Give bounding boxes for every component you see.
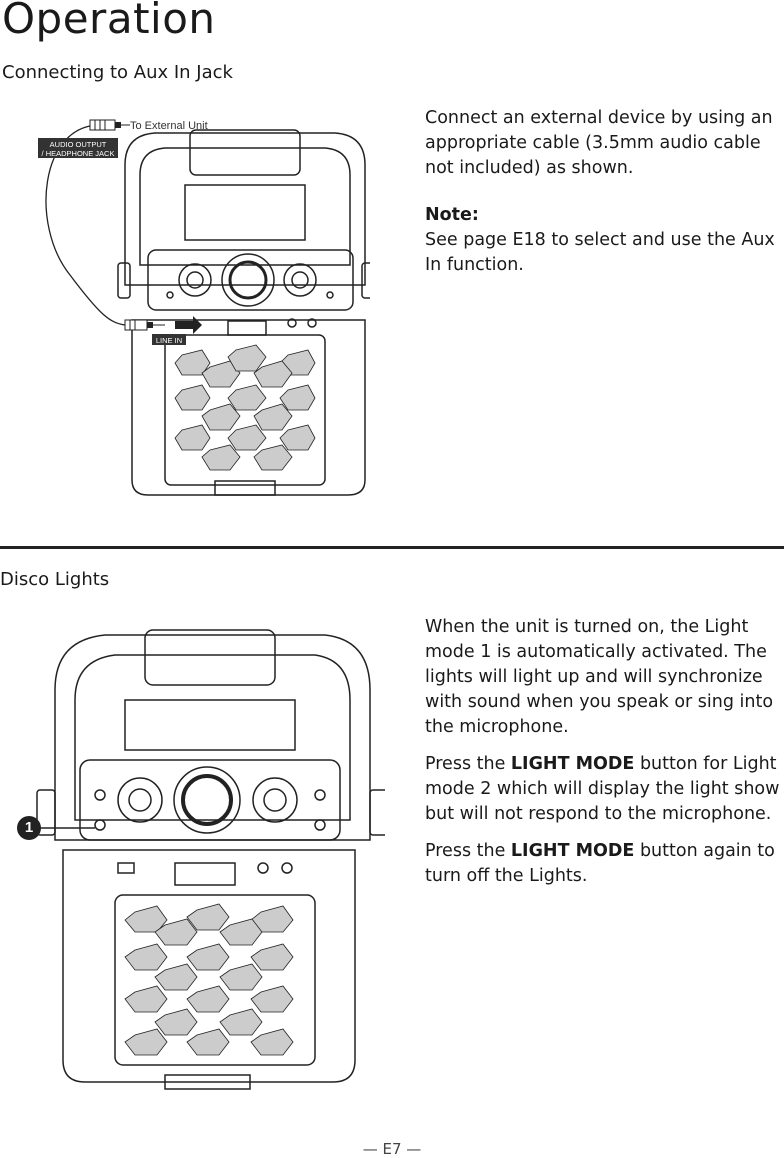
light-mode-term-2: LIGHT MODE	[510, 841, 635, 861]
disco-paragraph-1: When the unit is turned on, the Light mode 1 is automatically activated. The lights will light up and will synchronize with sound when you speak or sing into the microphone.	[425, 617, 774, 737]
p2-prefix: Press the	[425, 754, 511, 774]
disco-lights-diagram	[25, 620, 385, 1090]
callout-marker	[17, 816, 41, 840]
disco-paragraph-2	[425, 752, 784, 827]
disco-section-heading: Disco Lights	[0, 569, 110, 590]
light-mode-term: LIGHT MODE	[510, 754, 635, 774]
callout-number: 1	[24, 819, 34, 836]
headphone-jack-label: / HEADPHONE JACK	[41, 149, 115, 158]
note-label: Note:	[425, 205, 479, 225]
audio-output-label: AUDIO OUTPUT	[49, 140, 107, 149]
page-number: — E7 —	[362, 1140, 422, 1158]
aux-section-heading: Connecting to Aux In Jack	[2, 62, 233, 83]
p2-suffix: button for Light mode 2 which will display the light show but will not respond to the microphone.	[425, 754, 780, 824]
disco-description	[425, 615, 784, 901]
external-unit-label: To External Unit	[130, 120, 208, 132]
page-title: Operation	[2, 0, 216, 43]
p3-suffix: button again to turn off the Lights.	[425, 841, 775, 886]
p3-prefix: Press the	[425, 841, 511, 861]
line-in-label: LINE IN	[155, 336, 183, 345]
section-divider	[0, 546, 784, 549]
disco-paragraph-3	[425, 839, 784, 889]
aux-paragraph: Connect an external device by using an appropriate cable (3.5mm audio cable not included) as shown.	[425, 108, 773, 178]
aux-description	[425, 106, 784, 278]
note-text: See page E18 to select and use the Aux In function.	[425, 230, 775, 275]
line-in-plug-icon	[125, 316, 202, 334]
top-plug-icon	[90, 120, 130, 130]
aux-connection-diagram	[30, 105, 370, 500]
